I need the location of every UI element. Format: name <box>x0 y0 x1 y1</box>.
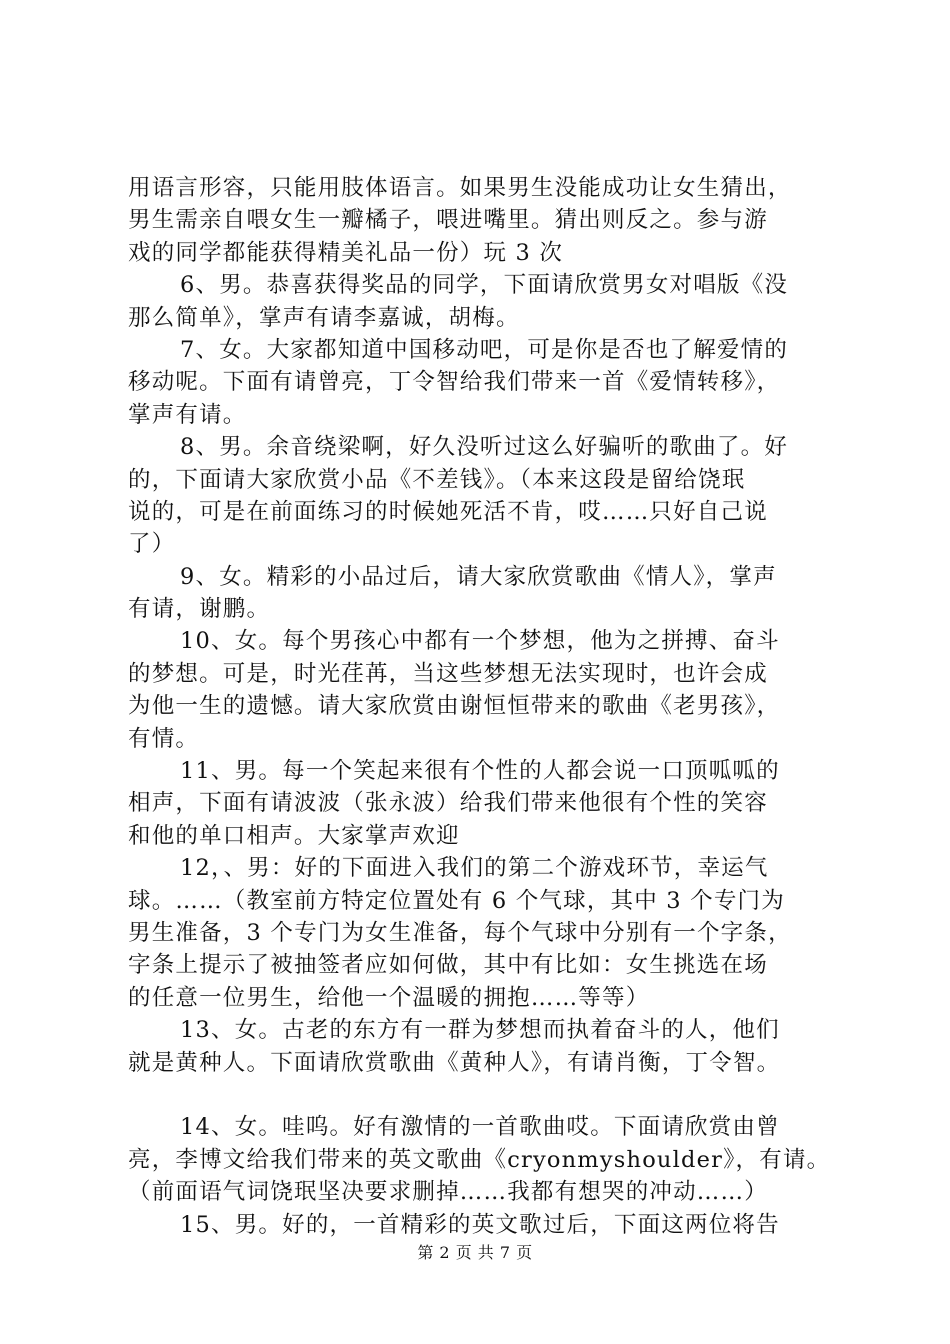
text-line: 亮，李博文给我们带来的英文歌曲《cryonmyshoulder》，有请。 <box>128 1146 831 1173</box>
text-line: 12，、男：好的下面进入我们的第二个游戏环节，幸运气 <box>180 855 769 882</box>
document-body <box>128 172 831 1241</box>
text-line: 15、男。好的，一首精彩的英文歌过后，下面这两位将告 <box>180 1211 780 1238</box>
text-line: 10、女。每个男孩心中都有一个梦想，他为之拼搏、奋斗 <box>180 628 780 655</box>
text-line: （前面语气词饶珉坚决要求删掉……我都有想哭的冲动……） <box>128 1179 768 1206</box>
text-line: 的任意一位男生，给他一个温暖的拥抱……等等） <box>128 984 650 1011</box>
text-line: 戏的同学都能获得精美礼品一份）玩 3 次 <box>128 239 564 266</box>
page-footer: 第 2 页 共 7 页 <box>417 1243 533 1262</box>
text-line: 用语言形容，只能用肢体语言。如果男生没能成功让女生猜出， <box>128 175 792 201</box>
text-line: 8、男。余音绕梁啊，好久没听过这么好骗听的歌曲了。好 <box>180 434 789 461</box>
text-line: 说的，可是在前面练习的时候她死活不肯，哎……只好自己说 <box>128 498 768 525</box>
text-line: 的梦想。可是，时光荏苒，当这些梦想无法实现时，也许会成 <box>128 660 768 687</box>
text-line: 9、女。精彩的小品过后，请大家欣赏歌曲《情人》，掌声 <box>180 563 777 590</box>
text-line: 14、女。哇呜。好有激情的一首歌曲哎。下面请欣赏由曾 <box>180 1114 780 1141</box>
text-line: 球。……（教室前方特定位置处有 6 个气球，其中 3 个专门为 <box>128 887 785 914</box>
text-line: 字条上提示了被抽签者应如何做，其中有比如：女生挑选在场 <box>128 952 768 979</box>
text-line: 相声，下面有请波波（张永波）给我们带来他很有个性的笑容 <box>128 790 768 817</box>
blank-line <box>128 1079 828 1111</box>
text-line: 那么简单》，掌声有请李嘉诚，胡梅。 <box>128 304 520 331</box>
text-line: 了） <box>128 531 176 558</box>
text-line: 移动呢。下面有请曾亮，丁令智给我们带来一首《爱情转移》， <box>128 369 781 396</box>
text-line: 男生准备，3 个专门为女生准备，每个气球中分别有一个字条， <box>128 919 792 946</box>
text-line: 的，下面请大家欣赏小品《不差钱》。（本来这段是留给饶珉 <box>128 466 746 493</box>
text-line: 为他一生的遗憾。请大家欣赏由谢恒恒带来的歌曲《老男孩》， <box>128 693 781 720</box>
text-line: 掌声有请。 <box>128 401 247 428</box>
text-line: 6、男。恭喜获得奖品的同学，下面请欣赏男女对唱版《没 <box>180 272 789 299</box>
text-line: 就是黄种人。下面请欣赏歌曲《黄种人》，有请肖衡，丁令智。 <box>128 1049 781 1076</box>
text-line: 有请，谢鹏。 <box>128 596 271 623</box>
text-line: 13、女。古老的东方有一群为梦想而执着奋斗的人，他们 <box>180 1017 780 1044</box>
text-line: 和他的单口相声。大家掌声欢迎 <box>128 822 460 849</box>
text-line: 11、男。每一个笑起来很有个性的人都会说一口顶呱呱的 <box>180 758 780 785</box>
text-line: 7、女。大家都知道中国移动吧，可是你是否也了解爱情的 <box>180 336 789 363</box>
text-line: 有情。 <box>128 725 200 752</box>
text-line: 男生需亲自喂女生一瓣橘子，喂进嘴里。猜出则反之。参与游 <box>128 207 768 234</box>
